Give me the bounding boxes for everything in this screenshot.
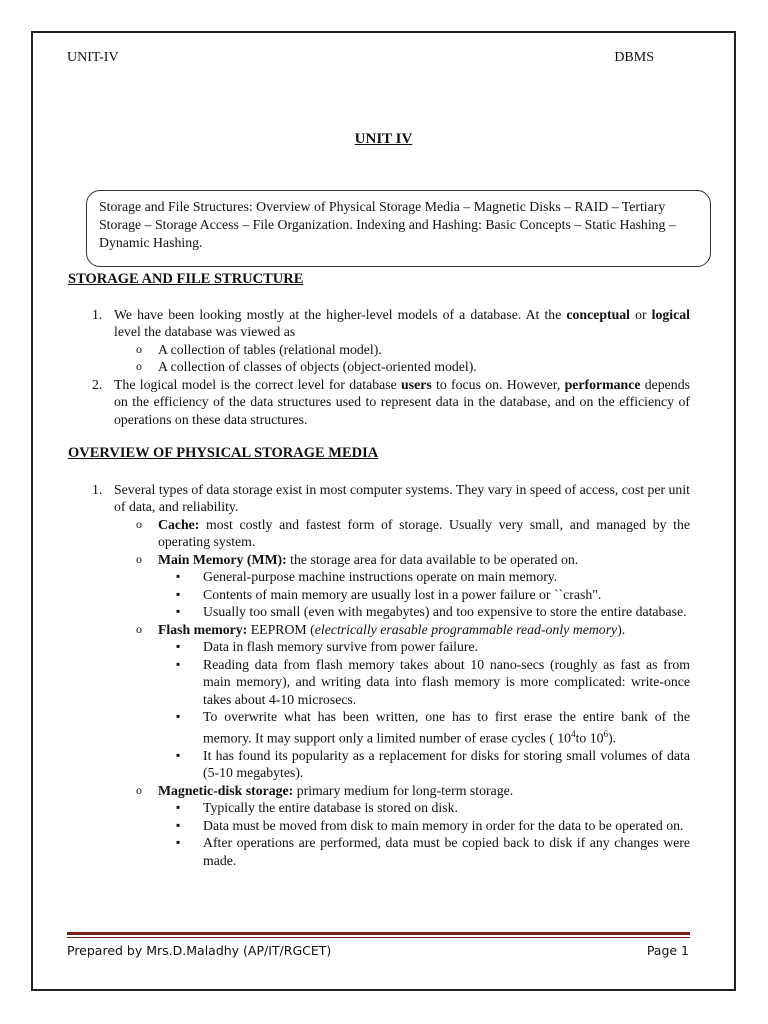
syllabus-summary-text: Storage and File Structures: Overview of Physical Storage Media – Magnetic Disks – RAID – Tertiary Storage – Storage Access – File Organization. Indexing and Hashing: Basic Concepts – Static Hashing – Dynamic Hashing. (99, 199, 676, 250)
math-base: 10 (589, 730, 604, 746)
list-item (68, 568, 690, 586)
text: Usually too small (even with megabytes) and too expensive to store the entire database. (203, 604, 687, 619)
text: Typically the entire database is stored on disk. (203, 800, 458, 816)
list-item (68, 817, 690, 835)
list-item (68, 621, 690, 639)
list-item (68, 341, 690, 359)
text: ). (617, 621, 626, 637)
header-subject: DBMS (614, 50, 654, 65)
list-item (68, 586, 690, 604)
bold-text: conceptual (566, 306, 631, 322)
math-exponent: 6 (603, 728, 609, 739)
text: Reading data from flash memory takes about 10 nano-secs (roughly as fast as from main memory), and writing data into flash memory is more complicated: write-once takes about 4-10 microsecs. (203, 656, 690, 707)
square-bullet-icon: ▪ (176, 800, 181, 815)
text: EEPROM ( (247, 621, 315, 637)
text: After operations are performed, data must be copied back to disk if any changes were made. (203, 835, 690, 868)
text: It has found its popularity as a replacement for disks for storing small volumes of data (5-10 megabytes). (203, 747, 690, 781)
bold-text: users (401, 376, 432, 392)
section-heading-physical-storage: OVERVIEW OF PHYSICAL STORAGE MEDIA (68, 445, 379, 461)
math-exponent: 4 (571, 728, 576, 739)
syllabus-summary-box (86, 190, 711, 267)
document-page (31, 31, 736, 991)
text: primary medium for long-term storage. (293, 782, 514, 798)
list-item (68, 782, 690, 800)
list-item (68, 376, 690, 429)
content (68, 271, 690, 869)
section-heading-storage: STORAGE AND FILE STRUCTURE (68, 271, 304, 287)
circle-bullet-icon: o (136, 341, 142, 356)
text: level the database was viewed as (114, 324, 296, 339)
square-bullet-icon: ▪ (176, 817, 181, 832)
list-item (68, 834, 690, 869)
text: Contents of main memory are usually lost in a power failure or ``crash". (203, 586, 602, 602)
text: The logical model is the correct level for database (114, 376, 402, 392)
bold-text: Cache: (158, 516, 200, 532)
list-number: 1. (92, 481, 103, 497)
square-bullet-icon: ▪ (176, 656, 181, 671)
bold-text: performance (564, 376, 641, 392)
circle-bullet-icon: o (136, 782, 142, 797)
text: A collection of classes of objects (object-oriented model). (158, 359, 477, 374)
square-bullet-icon: ▪ (176, 569, 181, 583)
bold-text: logical (651, 306, 690, 322)
text: Data must be moved from disk to main memory in order for the data to be operated on. (203, 817, 684, 833)
list-item (68, 799, 690, 817)
list-item (68, 306, 690, 341)
circle-bullet-icon: o (136, 359, 142, 373)
text: A collection of tables (relational model). (158, 341, 382, 357)
square-bullet-icon: ▪ (176, 835, 181, 850)
square-bullet-icon: ▪ (176, 747, 181, 762)
italic-text: electrically erasable programmable read-only memory (314, 621, 618, 637)
text: Several types of data storage exist in most computer systems. They vary in speed of access, cost per unit of data, and reliability. (114, 481, 690, 514)
square-bullet-icon: ▪ (176, 709, 181, 723)
math-base: 10 (557, 730, 572, 746)
text: the storage area for data available to be operated on. (286, 551, 579, 567)
footer-divider (67, 937, 690, 938)
text: to (575, 730, 590, 746)
list-item (68, 603, 690, 621)
text: General-purpose machine instructions operate on main memory. (203, 569, 558, 584)
text: most costly and fastest form of storage. Usually very small, and managed by the operating system. (158, 516, 690, 549)
list-number: 2. (92, 376, 103, 392)
list-item (68, 481, 690, 516)
footer-page-number: Page 1 (646, 943, 689, 958)
square-bullet-icon: ▪ (176, 604, 181, 618)
footer-author: Prepared by Mrs.D.Maladhy (AP/IT/RGCET) (67, 943, 332, 958)
bold-text: Magnetic-disk storage: (158, 782, 294, 798)
square-bullet-icon: ▪ (176, 639, 181, 653)
text: We have been looking mostly at the higher-level models of a database. At the (114, 306, 567, 322)
footer-divider (67, 932, 690, 935)
text: or (630, 306, 652, 322)
list-item (68, 656, 690, 709)
circle-bullet-icon: o (136, 621, 142, 636)
list-number: 1. (92, 306, 103, 322)
bold-text: Flash memory: (158, 621, 248, 637)
circle-bullet-icon: o (136, 516, 142, 531)
list-item (68, 708, 690, 747)
unit-title: UNIT IV (354, 131, 413, 147)
text: ). (608, 730, 617, 746)
bold-text: Main Memory (MM): (158, 551, 287, 567)
text: to focus on. However, (431, 376, 565, 392)
list-item (68, 358, 690, 376)
header-unit: UNIT-IV (67, 50, 119, 65)
text: depends on the efficiency of the data structures used to represent data in the database, and on the efficiency of operations on these data structures. (114, 376, 690, 427)
text: To overwrite what has been written, one has to first erase the entire bank of the memory. It may support only a limited number of erase cycles ( (203, 709, 690, 746)
square-bullet-icon: ▪ (176, 586, 181, 601)
text: Data in flash memory survive from power failure. (203, 639, 479, 654)
list-item (68, 551, 690, 569)
list-item (68, 747, 690, 782)
list-item (68, 638, 690, 656)
list-item (68, 516, 690, 551)
circle-bullet-icon: o (136, 551, 142, 566)
